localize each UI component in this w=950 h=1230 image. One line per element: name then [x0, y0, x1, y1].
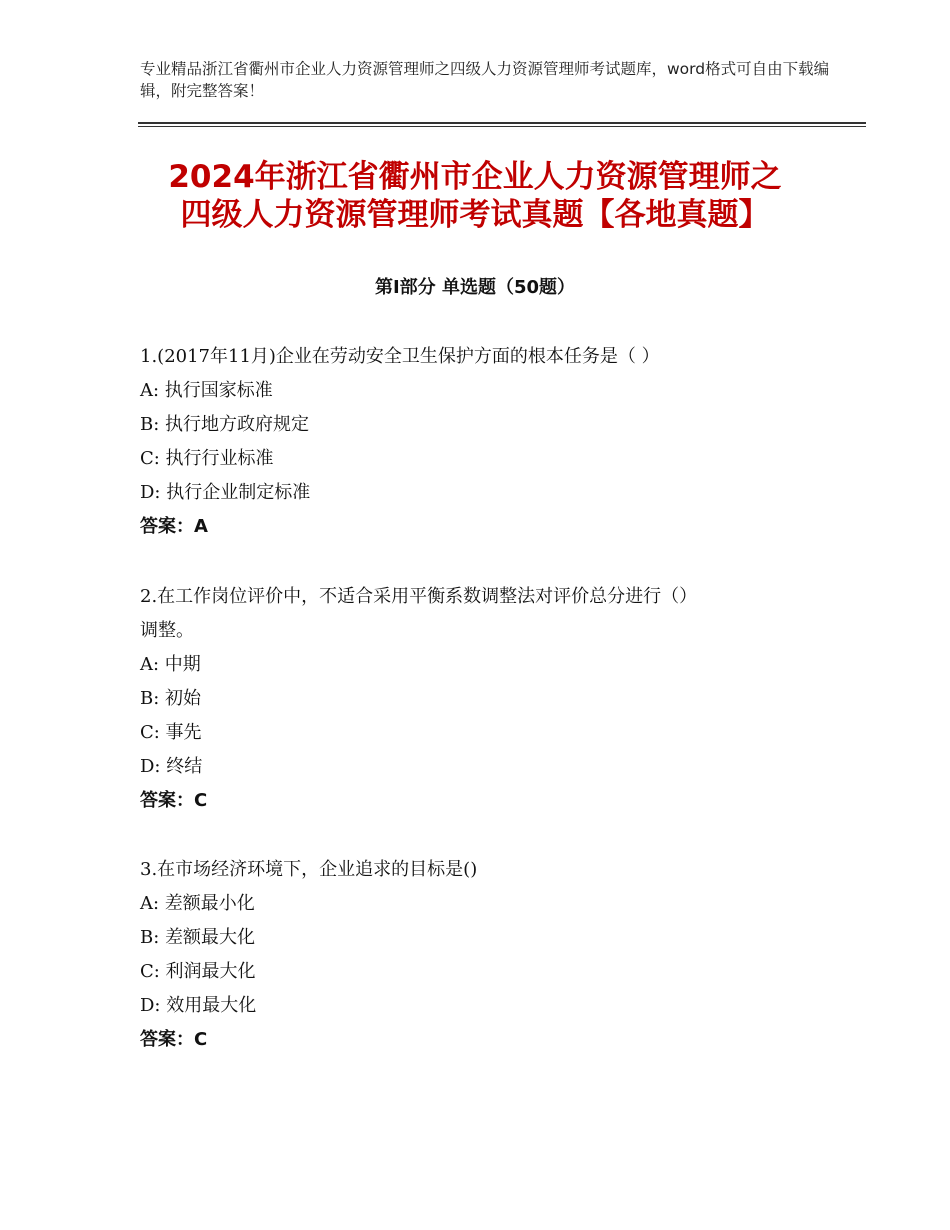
question-3: [140, 853, 820, 1057]
question-stem: 2.在工作岗位评价中，不适合采用平衡系数调整法对评价总分进行（）: [140, 586, 698, 607]
option-a: A: 中期: [140, 654, 201, 675]
answer: 答案：C: [140, 790, 208, 811]
option-c: C: 利润最大化: [140, 961, 256, 982]
option-b: B: 初始: [140, 688, 202, 709]
answer: 答案：C: [140, 1029, 208, 1050]
document-title-line-1: 2024年浙江省衢州市企业人力资源管理师之: [168, 159, 782, 195]
option-a: A: 差额最小化: [140, 893, 255, 914]
option-b: B: 执行地方政府规定: [140, 414, 310, 435]
section-heading: 第Ⅰ部分 单选题（50题）: [374, 277, 575, 298]
option-d: D: 终结: [140, 756, 203, 777]
header-rule-thin: [138, 126, 866, 127]
question-stem-continued: 调整。: [140, 620, 194, 641]
question-1: [140, 340, 820, 544]
question-stem: 3.在市场经济环境下，企业追求的目标是(): [140, 859, 478, 880]
question-2: [140, 580, 820, 818]
header-note: 专业精品浙江省衢州市企业人力资源管理师之四级人力资源管理师考试题库，word格式可自由下载编辑，附完整答案！: [140, 60, 830, 100]
document-title-line-2: 四级人力资源管理师考试真题【各地真题】: [180, 197, 770, 233]
option-c: C: 执行行业标准: [140, 448, 274, 469]
document-title: [110, 158, 840, 234]
option-a: A: 执行国家标准: [140, 380, 273, 401]
header-rule-thick: [138, 122, 866, 124]
option-d: D: 效用最大化: [140, 995, 257, 1016]
answer: 答案：A: [140, 516, 208, 537]
question-stem: 1.(2017年11月)企业在劳动安全卫生保护方面的根本任务是（ ）: [140, 346, 660, 367]
option-b: B: 差额最大化: [140, 927, 256, 948]
option-d: D: 执行企业制定标准: [140, 482, 311, 503]
option-c: C: 事先: [140, 722, 202, 743]
